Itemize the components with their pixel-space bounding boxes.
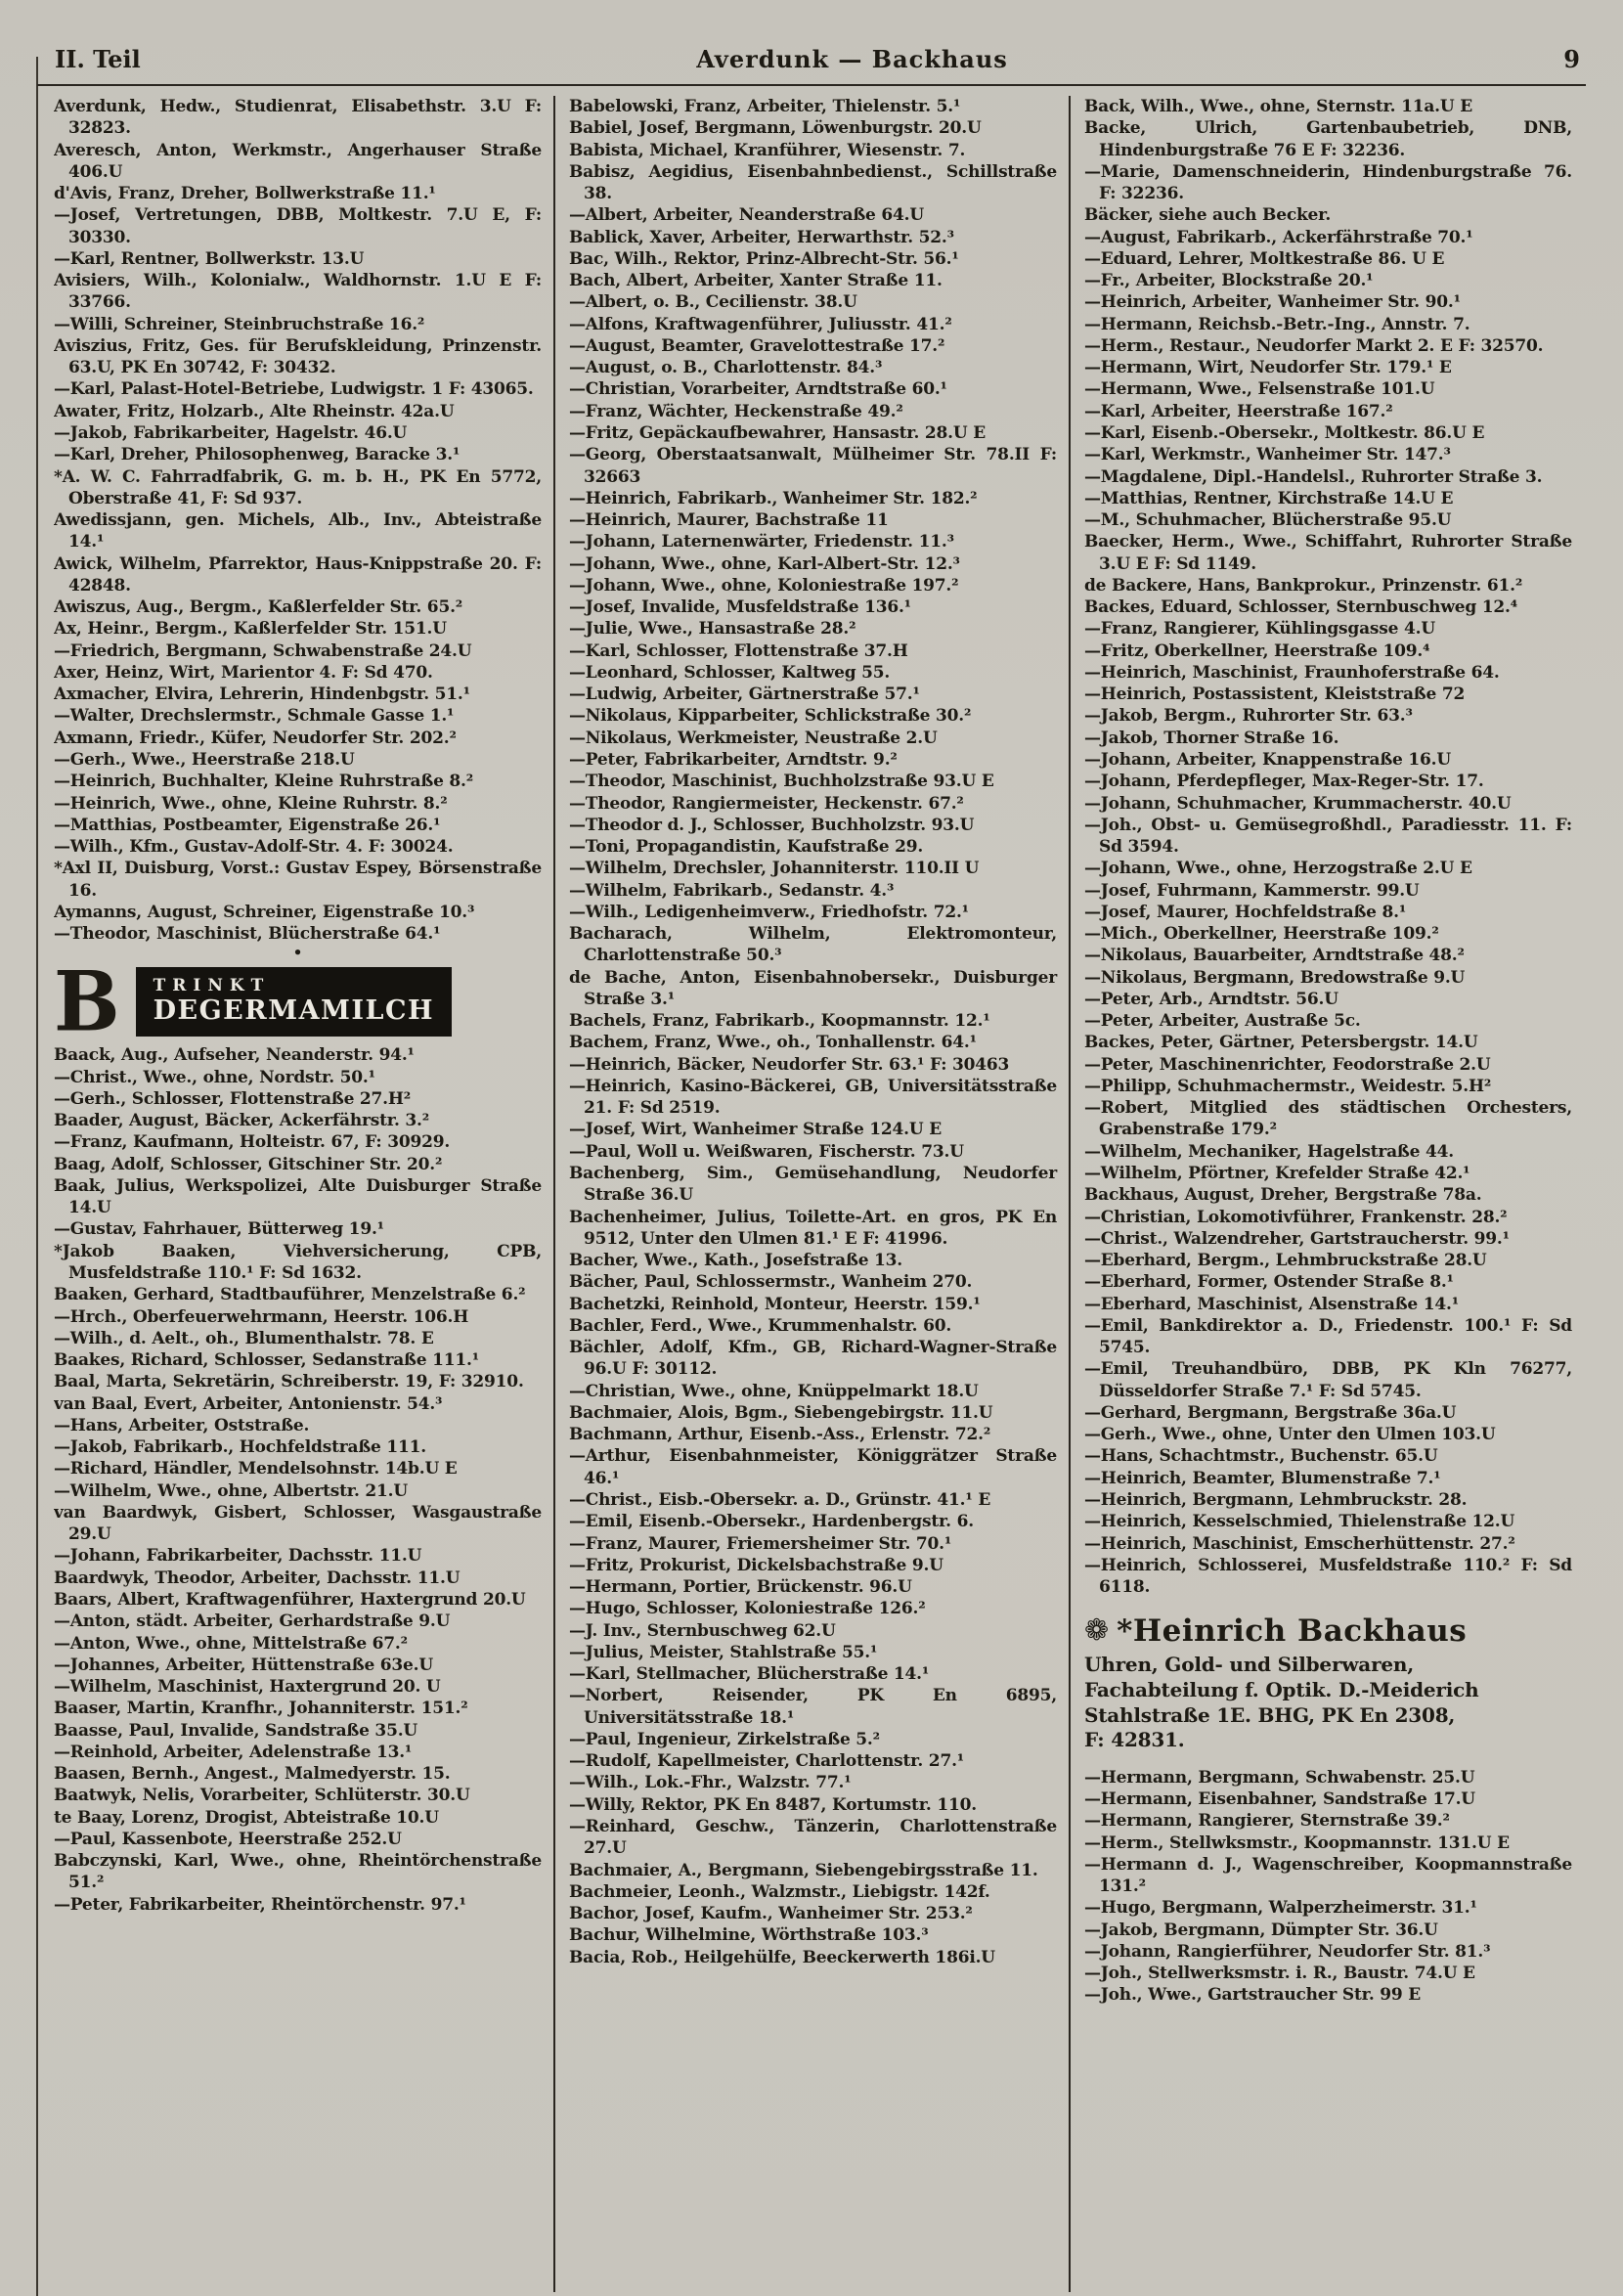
directory-entry: —Nikolaus, Bauarbeiter, Arndtstraße 48.² <box>1084 946 1465 966</box>
directory-entry: —Heinrich, Bergmann, Lehmbruckstr. 28. <box>1084 1490 1468 1510</box>
directory-entry: —Gerhard, Bergmann, Bergstraße 36a.U <box>1084 1402 1457 1423</box>
directory-entry: —Johann, Rangierführer, Neudorfer Str. 81.³ <box>1084 1941 1491 1962</box>
milk-advert-line1: TRINKT <box>153 975 271 995</box>
header-page-number: 9 <box>1563 45 1580 73</box>
directory-entry: —Mich., Oberkellner, Heerstraße 109.² <box>1084 924 1439 945</box>
backhaus-advert <box>1084 1613 1572 1752</box>
directory-entry: Baecker, Herm., Wwe., Schiffahrt, Ruhrorter Straße 3.U E F: Sd 1149. <box>1084 532 1572 574</box>
directory-entry: —Wilhelm, Wwe., ohne, Albertstr. 21.U <box>54 1480 408 1501</box>
directory-entry: —Hans, Schachtmstr., Buchenstr. 65.U <box>1084 1446 1438 1467</box>
directory-entry: Avisiers, Wilh., Kolonialw., Waldhornstr. 1.U E F: 33766. <box>54 271 542 313</box>
directory-entry: —Johann, Schuhmacher, Krummacherstr. 40.U <box>1084 793 1512 814</box>
backhaus-advert-line: Stahlstraße 1E. BHG, PK En 2308, <box>1084 1702 1456 1727</box>
directory-entry: —Anton, Wwe., ohne, Mittelstraße 67.² <box>54 1633 408 1654</box>
directory-entry: —Jakob, Thorner Straße 16. <box>1084 728 1339 748</box>
directory-entry: —Heinrich, Wwe., ohne, Kleine Ruhrstr. 8.² <box>54 793 448 814</box>
directory-entry: —Anton, städt. Arbeiter, Gerhardstraße 9.U <box>54 1612 451 1632</box>
directory-entry: —Paul, Woll u. Weißwaren, Fischerstr. 73.U <box>569 1141 964 1162</box>
directory-entry: —Josef, Fuhrmann, Kammerstr. 99.U <box>1084 880 1420 901</box>
directory-entry: —Leonhard, Schlosser, Kaltweg 55. <box>569 662 891 683</box>
directory-entry: Babisz, Aegidius, Eisenbahnbedienst., Schillstraße 38. <box>569 161 1057 204</box>
directory-entry: Baal, Marta, Sekretärin, Schreiberstr. 19, F: 32910. <box>54 1372 524 1392</box>
directory-entry: —Johann, Wwe., ohne, Karl-Albert-Str. 12.³ <box>569 553 960 574</box>
directory-entry: —Philipp, Schuhmachermstr., Weidestr. 5.H² <box>1084 1076 1492 1096</box>
directory-entry: Baaser, Martin, Kranfhr., Johanniterstr. 151.² <box>54 1699 468 1719</box>
directory-entry: —Heinrich, Buchhalter, Kleine Ruhrstraße 8.² <box>54 772 473 792</box>
directory-entry: —Richard, Händler, Mendelsohnstr. 14b.U E <box>54 1459 458 1479</box>
directory-entry: —Theodor, Maschinist, Blücherstraße 64.¹ <box>54 924 441 945</box>
directory-entry: —Nikolaus, Bergmann, Bredowstraße 9.U <box>1084 967 1466 988</box>
directory-entry: —Nikolaus, Kipparbeiter, Schlickstraße 30.² <box>569 706 972 727</box>
directory-entry: Backhaus, August, Dreher, Bergstraße 78a. <box>1084 1185 1482 1206</box>
directory-entry: Bacher, Wwe., Kath., Josefstraße 13. <box>569 1251 903 1271</box>
directory-entry: Bachetzki, Reinhold, Monteur, Heerstr. 159.¹ <box>569 1294 981 1314</box>
directory-entry: de Backere, Hans, Bankprokur., Prinzenstr. 61.² <box>1084 575 1523 596</box>
directory-entry: Bäcker, siehe auch Becker. <box>1084 205 1332 226</box>
directory-entry: —Karl, Arbeiter, Heerstraße 167.² <box>1084 401 1393 421</box>
directory-entry: —Joh., Stellwerksmstr. i. R., Baustr. 74.U E <box>1084 1964 1475 1984</box>
directory-entry: —Wilhelm, Drechsler, Johanniterstr. 110.II U <box>569 859 980 879</box>
directory-entry: —J. Inv., Sternbuschweg 62.U <box>569 1620 836 1641</box>
directory-entry: —Fr., Arbeiter, Blockstraße 20.¹ <box>1084 271 1374 291</box>
directory-entry: Baaken, Gerhard, Stadtbauführer, Menzelstraße 6.² <box>54 1285 526 1305</box>
directory-entry: —Johann, Wwe., ohne, Koloniestraße 197.² <box>569 575 959 596</box>
directory-entry: —Jakob, Fabrikarbeiter, Hagelstr. 46.U <box>54 422 408 443</box>
directory-entry: —Gustav, Fahrhauer, Bütterweg 19.¹ <box>54 1219 384 1240</box>
directory-entry: —Arthur, Eisenbahnmeister, Königgrätzer Straße 46.¹ <box>569 1446 1057 1488</box>
directory-entry: Bächler, Adolf, Kfm., GB, Richard-Wagner-Straße 96.U F: 30112. <box>569 1338 1057 1380</box>
directory-entry: —Rudolf, Kapellmeister, Charlottenstr. 27.¹ <box>569 1751 965 1772</box>
directory-entry: —Matthias, Postbeamter, Eigenstraße 26.¹ <box>54 815 441 835</box>
directory-entry: —Hans, Arbeiter, Oststraße. <box>54 1415 310 1435</box>
directory-entry: —Walter, Drechslermstr., Schmale Gasse 1.¹ <box>54 706 455 727</box>
directory-entry: —Jakob, Bergmann, Dümpter Str. 36.U <box>1084 1920 1438 1940</box>
directory-entry: —Joh., Obst- u. Gemüsegroßhdl., Paradiesstr. 11. F: Sd 3594. <box>1084 815 1572 858</box>
directory-entry: —M., Schuhmacher, Blücherstraße 95.U <box>1084 510 1452 531</box>
directory-entry: —Theodor, Maschinist, Buchholzstraße 93.U E <box>569 772 994 792</box>
directory-entry: —Marie, Damenschneiderin, Hindenburgstraße 76. F: 32236. <box>1084 161 1572 204</box>
directory-entry: —Heinrich, Maschinist, Fraunhoferstraße 64. <box>1084 662 1500 683</box>
directory-entry: —Karl, Rentner, Bollwerkstr. 13.U <box>54 248 365 269</box>
directory-entry: Baars, Albert, Kraftwagenführer, Haxtergrund 20.U <box>54 1590 526 1610</box>
directory-entry: Bachmeier, Leonh., Walzmstr., Liebigstr. 142f. <box>569 1881 990 1902</box>
page-header <box>55 45 1580 73</box>
directory-entry: —Reinhard, Geschw., Tänzerin, Charlottenstraße 27.U <box>569 1816 1057 1859</box>
directory-entry: Baatwyk, Nelis, Vorarbeiter, Schlüterstr. 30.U <box>54 1786 470 1806</box>
directory-entry: —Paul, Kassenbote, Heerstraße 252.U <box>54 1829 402 1849</box>
directory-entry: —Josef, Vertretungen, DBB, Moltkestr. 7.U E, F: 30330. <box>54 205 542 247</box>
directory-entry: —Emil, Bankdirektor a. D., Friedenstr. 100.¹ F: Sd 5745. <box>1084 1315 1572 1358</box>
directory-entry: —Gerh., Schlosser, Flottenstraße 27.H² <box>54 1088 411 1109</box>
directory-entry: Baasen, Bernh., Angest., Malmedyerstr. 15. <box>54 1764 451 1785</box>
directory-entry: *Axl II, Duisburg, Vorst.: Gustav Espey, Börsenstraße 16. <box>54 859 542 901</box>
directory-entry: —Peter, Arb., Arndtstr. 56.U <box>1084 989 1338 1009</box>
directory-entry: —Hermann, Reichsb.-Betr.-Ing., Annstr. 7. <box>1084 314 1470 334</box>
directory-entry: —Georg, Oberstaatsanwalt, Mülheimer Str. 78.II F: 32663 <box>569 445 1057 487</box>
directory-entry: te Baay, Lorenz, Drogist, Abteistraße 10.U <box>54 1807 439 1828</box>
directory-entry: —Christian, Wwe., ohne, Knüppelmarkt 18.U <box>569 1381 979 1401</box>
directory-entry: Backes, Peter, Gärtner, Petersbergstr. 14.U <box>1084 1033 1478 1053</box>
directory-entry: —Herm., Restaur., Neudorfer Markt 2. E F: 32570. <box>1084 335 1544 356</box>
directory-entry: —Hermann, Portier, Brückenstr. 96.U <box>569 1577 912 1598</box>
directory-entry: —Peter, Maschinenrichter, Feodorstraße 2.U <box>1084 1054 1491 1075</box>
directory-entry: Babiel, Josef, Bergmann, Löwenburgstr. 20.U <box>569 118 982 139</box>
backhaus-advert-title: *Heinrich Backhaus <box>1117 1613 1468 1650</box>
directory-entry: —Christ., Wwe., ohne, Nordstr. 50.¹ <box>54 1067 375 1087</box>
directory-entry: Aviszius, Fritz, Ges. für Berufskleidung, Prinzenstr. 63.U, PK En 30742, F: 30432. <box>54 335 542 378</box>
directory-entry: —Willy, Rektor, PK En 8487, Kortumstr. 110. <box>569 1794 977 1815</box>
directory-entry: —Norbert, Reisender, PK En 6895, Universitätsstraße 18.¹ <box>569 1686 1057 1728</box>
directory-entry: Baak, Julius, Werkspolizei, Alte Duisburger Straße 14.U <box>54 1175 542 1218</box>
directory-entry: —Gerh., Wwe., Heerstraße 218.U <box>54 749 355 770</box>
directory-entry: —Hermann d. J., Wagenschreiber, Koopmannstraße 131.² <box>1084 1854 1572 1897</box>
directory-entry: —Heinrich, Kasino-Bäckerei, GB, Universitätsstraße 21. F: Sd 2519. <box>569 1076 1057 1119</box>
directory-entry: —Magdalene, Dipl.-Handelsl., Ruhrorter Straße 3. <box>1084 466 1543 487</box>
directory-entry: —Karl, Schlosser, Flottenstraße 37.H <box>569 640 908 661</box>
directory-entry: de Bache, Anton, Eisenbahnobersekr., Duisburger Straße 3.¹ <box>569 967 1057 1009</box>
backhaus-advert-line: F: 42831. <box>1084 1728 1185 1752</box>
directory-entry: —Willi, Schreiner, Steinbruchstraße 16.² <box>54 314 425 334</box>
page-edge-line <box>36 57 38 2296</box>
directory-entry: —Peter, Fabrikarbeiter, Rheintörchenstr. 97.¹ <box>54 1894 466 1915</box>
directory-entry: Bachenberg, Sim., Gemüsehandlung, Neudorfer Straße 36.U <box>569 1164 1057 1206</box>
directory-entry: —Theodor, Rangiermeister, Heckenstr. 67.² <box>569 793 964 814</box>
milk-advert <box>138 969 450 1035</box>
directory-entry: —Eberhard, Former, Ostender Straße 8.¹ <box>1084 1272 1454 1293</box>
directory-entry: —Hugo, Schlosser, Koloniestraße 126.² <box>569 1599 926 1619</box>
directory-entry: —Jakob, Bergm., Ruhrorter Str. 63.³ <box>1084 706 1413 727</box>
directory-entry: Baag, Adolf, Schlosser, Gitschiner Str. 20.² <box>54 1154 443 1174</box>
directory-entry: Baack, Aug., Aufseher, Neanderstr. 94.¹ <box>54 1045 415 1066</box>
header-rule <box>37 84 1586 86</box>
directory-entry: —Wilhelm, Maschinist, Haxtergrund 20. U <box>54 1677 441 1698</box>
directory-entry: —Christ., Eisb.-Obersekr. a. D., Grünstr. 41.¹ E <box>569 1490 991 1510</box>
directory-entry: Babelowski, Franz, Arbeiter, Thielenstr. 5.¹ <box>569 97 961 116</box>
directory-entry: —Karl, Werkmstr., Wanheimer Str. 147.³ <box>1084 445 1451 465</box>
directory-entry: —Heinrich, Schlosserei, Musfeldstraße 110.² F: Sd 6118. <box>1084 1555 1572 1598</box>
directory-entry: —Karl, Eisenb.-Obersekr., Moltkestr. 86.U E <box>1084 422 1485 443</box>
directory-entry: Baader, August, Bäcker, Ackerfährstr. 3.² <box>54 1111 429 1131</box>
directory-entry: —Heinrich, Maurer, Bachstraße 11 <box>569 510 889 531</box>
directory-entry: van Baal, Evert, Arbeiter, Antonienstr. 54.³ <box>54 1393 443 1414</box>
directory-entry: —Johann, Arbeiter, Knappenstraße 16.U <box>1084 749 1451 770</box>
directory-entry: —Emil, Eisenb.-Obersekr., Hardenbergstr. 6. <box>569 1512 974 1532</box>
directory-entry: —Hrch., Oberfeuerwehrmann, Heerstr. 106.H <box>54 1306 469 1327</box>
section-b-header <box>54 953 542 1050</box>
directory-entry: —Johann, Wwe., ohne, Herzogstraße 2.U E <box>1084 859 1472 879</box>
directory-entry: —Gerh., Wwe., ohne, Unter den Ulmen 103.U <box>1084 1425 1496 1445</box>
directory-entry: —Johannes, Arbeiter, Hüttenstraße 63e.U <box>54 1655 433 1675</box>
directory-entry: —Wilhelm, Fabrikarb., Sedanstr. 4.³ <box>569 880 895 901</box>
directory-entry: Babista, Michael, Kranführer, Wiesenstr. 7. <box>569 140 966 160</box>
directory-entry: —Matthias, Rentner, Kirchstraße 14.U E <box>1084 488 1454 508</box>
directory-entry: *A. W. C. Fahrradfabrik, G. m. b. H., PK En 5772, Oberstraße 41, F: Sd 937. <box>54 466 542 508</box>
directory-entry: —Julie, Wwe., Hansastraße 28.² <box>569 619 856 640</box>
directory-entry: —Johann, Pferdepfleger, Max-Reger-Str. 17. <box>1084 772 1484 792</box>
directory-entry: Baasse, Paul, Invalide, Sandstraße 35.U <box>54 1720 418 1741</box>
directory-entry: —Nikolaus, Werkmeister, Neustraße 2.U <box>569 728 938 748</box>
directory-entry: d'Avis, Franz, Dreher, Bollwerkstraße 11.¹ <box>54 184 436 204</box>
directory-entry: —Fritz, Gepäckaufbewahrer, Hansastr. 28.U E <box>569 422 986 443</box>
directory-entry: Awedissjann, gen. Michels, Alb., Inv., Abteistraße 14.¹ <box>54 510 542 552</box>
directory-entry: —August, Beamter, Gravelottestraße 17.² <box>569 335 945 356</box>
directory-entry: —Christian, Vorarbeiter, Arndtstraße 60.¹ <box>569 379 947 400</box>
directory-entry: —Emil, Treuhandbüro, DBB, PK Kln 76277, Düsseldorfer Straße 7.¹ F: Sd 5745. <box>1084 1359 1572 1401</box>
directory-entry: Bach, Albert, Arbeiter, Xanter Straße 11. <box>569 271 943 291</box>
directory-entry: —Heinrich, Fabrikarb., Wanheimer Str. 182.² <box>569 488 978 508</box>
directory-entry: —Heinrich, Arbeiter, Wanheimer Str. 90.¹ <box>1084 292 1461 313</box>
directory-entry: Axmacher, Elvira, Lehrerin, Hindenbgstr. 51.¹ <box>54 684 470 705</box>
directory-entry: —August, o. B., Charlottenstr. 84.³ <box>569 358 883 378</box>
ornament-icon: ❁ <box>1084 1613 1110 1649</box>
directory-entry: —Wilhelm, Pförtner, Krefelder Straße 42.¹ <box>1084 1164 1470 1184</box>
directory-entry: *Jakob Baaken, Viehversicherung, CPB, Musfeldstraße 110.¹ F: Sd 1632. <box>54 1241 542 1284</box>
directory-entry: —Jakob, Fabrikarb., Hochfeldstraße 111. <box>54 1437 426 1458</box>
directory-entry: —Alfons, Kraftwagenführer, Juliusstr. 41.² <box>569 314 952 334</box>
directory-entry: —Ludwig, Arbeiter, Gärtnerstraße 57.¹ <box>569 684 920 705</box>
directory-entry: —Wilh., Ledigenheimverw., Friedhofstr. 72.¹ <box>569 902 969 922</box>
directory-entry: —Franz, Wächter, Heckenstraße 49.² <box>569 401 903 421</box>
directory-entry: —Theodor d. J., Schlosser, Buchholzstr. 93.U <box>569 815 975 835</box>
directory-entry: —Josef, Maurer, Hochfeldstraße 8.¹ <box>1084 902 1407 922</box>
directory-entry: —Toni, Propagandistin, Kaufstraße 29. <box>569 837 924 858</box>
directory-entry: Bachler, Ferd., Wwe., Krummenhalstr. 60. <box>569 1315 952 1336</box>
directory-entry: —Hermann, Bergmann, Schwabenstr. 25.U <box>1084 1767 1475 1788</box>
directory-entry: —Christ., Walzendreher, Gartstraucherstr. 99.¹ <box>1084 1228 1510 1249</box>
directory-entry: Babczynski, Karl, Wwe., ohne, Rheintörchenstraße 51.² <box>54 1851 542 1893</box>
directory-entry: van Baardwyk, Gisbert, Schlosser, Wasgaustraße 29.U <box>54 1502 542 1545</box>
directory-entry: —Christian, Lokomotivführer, Frankenstr. 28.² <box>1084 1207 1508 1227</box>
directory-entry: —Fritz, Oberkellner, Heerstraße 109.⁴ <box>1084 640 1430 661</box>
directory-entry: —Eduard, Lehrer, Moltkestraße 86. U E <box>1084 248 1445 269</box>
directory-entry: —Hermann, Wirt, Neudorfer Str. 179.¹ E <box>1084 358 1452 378</box>
directory-entry: —Wilh., d. Aelt., oh., Blumenthalstr. 78. E <box>54 1328 434 1348</box>
directory-columns <box>54 96 1584 2292</box>
section-letter: B <box>54 953 120 1050</box>
directory-entry: —Wilhelm, Mechaniker, Hagelstraße 44. <box>1084 1141 1454 1162</box>
directory-entry: Awick, Wilhelm, Pfarrektor, Haus-Knippstraße 20. F: 42848. <box>54 553 542 596</box>
directory-entry: Bacharach, Wilhelm, Elektromonteur, Charlottenstraße 50.³ <box>569 924 1057 966</box>
directory-entry: —Karl, Dreher, Philosophenweg, Baracke 3.¹ <box>54 445 461 465</box>
backhaus-advert-line: Fachabteilung f. Optik. D.-Meiderich <box>1084 1677 1479 1701</box>
directory-entry: —Franz, Rangierer, Kühlingsgasse 4.U <box>1084 619 1435 640</box>
directory-entry: —Robert, Mitglied des städtischen Orchesters, Grabenstraße 179.² <box>1084 1098 1572 1140</box>
directory-entry: Bablick, Xaver, Arbeiter, Herwarthstr. 52.³ <box>569 227 954 247</box>
directory-column-1 <box>54 96 553 2292</box>
header-name-range: Averdunk — Backhaus <box>696 45 1008 73</box>
directory-entry: —Wilh., Lok.-Fhr., Walzstr. 77.¹ <box>569 1773 852 1793</box>
directory-entry: Bachor, Josef, Kaufm., Wanheimer Str. 253.² <box>569 1904 973 1924</box>
directory-entry: —Heinrich, Bäcker, Neudorfer Str. 63.¹ F: 30463 <box>569 1054 1010 1075</box>
directory-entry: Bachenheimer, Julius, Toilette-Art. en gros, PK En 9512, Unter den Ulmen 81.¹ E F: 41996. <box>569 1207 1057 1249</box>
directory-entry: Axer, Heinz, Wirt, Marientor 4. F: Sd 470. <box>54 662 433 683</box>
directory-entry: —Eberhard, Maschinist, Alsenstraße 14.¹ <box>1084 1294 1459 1314</box>
directory-entry: —Heinrich, Postassistent, Kleiststraße 72 <box>1084 684 1466 705</box>
directory-entry: —Julius, Meister, Stahlstraße 55.¹ <box>569 1642 878 1662</box>
directory-entry: —Friedrich, Bergmann, Schwabenstraße 24.U <box>54 640 472 661</box>
directory-entry: —Johann, Laternenwärter, Friedenstr. 11.³ <box>569 532 954 552</box>
directory-entry: Bächer, Paul, Schlossermstr., Wanheim 270. <box>569 1272 973 1293</box>
directory-entry: Averesch, Anton, Werkmstr., Angerhauser Straße 406.U <box>54 140 542 182</box>
directory-entry: —Franz, Kaufmann, Holteistr. 67, F: 30929. <box>54 1132 451 1153</box>
directory-entry: —Hermann, Rangierer, Sternstraße 39.² <box>1084 1811 1450 1832</box>
directory-entry: Bachmaier, A., Bergmann, Siebengebirgsstraße 11. <box>569 1860 1038 1880</box>
backhaus-advert-line: Uhren, Gold- und Silberwaren, <box>1084 1653 1415 1677</box>
directory-entry: Aymanns, August, Schreiner, Eigenstraße 10.³ <box>54 902 475 922</box>
directory-entry: Bachur, Wilhelmine, Wörthstraße 103.³ <box>569 1925 929 1946</box>
directory-entry: Bachmann, Arthur, Eisenb.-Ass., Erlenstr. 72.² <box>569 1425 991 1445</box>
directory-entry: Awiszus, Aug., Bergm., Kaßlerfelder Str. 65.² <box>54 597 463 618</box>
directory-entry: —Franz, Maurer, Friemersheimer Str. 70.¹ <box>569 1533 952 1554</box>
header-part-label: II. Teil <box>55 45 141 73</box>
directory-entry: Awater, Fritz, Holzarb., Alte Rheinstr. 42a.U <box>54 401 455 421</box>
directory-entry: —Peter, Fabrikarbeiter, Arndtstr. 9.² <box>569 749 898 770</box>
directory-entry: Bac, Wilh., Rektor, Prinz-Albrecht-Str. 56.¹ <box>569 248 959 269</box>
directory-entry: —Wilh., Kfm., Gustav-Adolf-Str. 4. F: 30024. <box>54 837 454 858</box>
directory-entry: —Karl, Palast-Hotel-Betriebe, Ludwigstr. 1 F: 43065. <box>54 379 534 400</box>
directory-entry: —Karl, Stellmacher, Blücherstraße 14.¹ <box>569 1664 930 1685</box>
directory-entry: —Josef, Invalide, Musfeldstraße 136.¹ <box>569 597 911 618</box>
directory-entry: —Hugo, Bergmann, Walperzheimerstr. 31.¹ <box>1084 1898 1477 1919</box>
directory-entry: —Heinrich, Maschinist, Emscherhüttenstr. 27.² <box>1084 1533 1515 1554</box>
directory-entry: Bachels, Franz, Fabrikarb., Koopmannstr. 12.¹ <box>569 1011 990 1032</box>
section-separator-dot: • <box>292 944 303 962</box>
directory-entry: —Reinhold, Arbeiter, Adelenstraße 13.¹ <box>54 1742 413 1762</box>
directory-entry: —Fritz, Prokurist, Dickelsbachstraße 9.U <box>569 1555 943 1575</box>
directory-column-3 <box>1069 96 1584 2292</box>
directory-entry: Baardwyk, Theodor, Arbeiter, Dachsstr. 11.U <box>54 1567 461 1588</box>
directory-entry: —Albert, o. B., Cecilienstr. 38.U <box>569 292 857 313</box>
directory-entry: Ax, Heinr., Bergm., Kaßlerfelder Str. 151.U <box>54 619 447 640</box>
directory-entry: —Eberhard, Bergm., Lehmbruckstraße 28.U <box>1084 1251 1487 1271</box>
directory-entry: Averdunk, Hedw., Studienrat, Elisabethstr. 3.U F: 32823. <box>54 97 542 139</box>
directory-entry: Bachmaier, Alois, Bgm., Siebengebirgstr. 11.U <box>569 1402 993 1423</box>
directory-entry: —August, Fabrikarb., Ackerfährstraße 70.¹ <box>1084 227 1473 247</box>
directory-entry: —Paul, Ingenieur, Zirkelstraße 5.² <box>569 1729 880 1749</box>
directory-entry: Bachem, Franz, Wwe., oh., Tonhallenstr. 64.¹ <box>569 1033 977 1053</box>
directory-entry: —Joh., Wwe., Gartstraucher Str. 99 E <box>1084 1985 1421 2006</box>
directory-entry: Back, Wilh., Wwe., ohne, Sternstr. 11a.U E <box>1084 97 1472 116</box>
directory-entry: —Josef, Wirt, Wanheimer Straße 124.U E <box>569 1120 943 1140</box>
directory-entry: Backe, Ulrich, Gartenbaubetrieb, DNB, Hindenburgstraße 76 E F: 32236. <box>1084 118 1572 160</box>
backhaus-advert-title-row <box>1084 1613 1572 1649</box>
directory-entry: —Johann, Fabrikarbeiter, Dachsstr. 11.U <box>54 1546 422 1567</box>
directory-entry: —Herm., Stellwksmstr., Koopmannstr. 131.U E <box>1084 1832 1510 1853</box>
directory-entry: —Peter, Arbeiter, Austraße 5c. <box>1084 1011 1361 1032</box>
directory-entry: Backes, Eduard, Schlosser, Sternbuschweg 12.⁴ <box>1084 597 1518 618</box>
directory-entry: Axmann, Friedr., Küfer, Neudorfer Str. 202.² <box>54 728 457 748</box>
directory-entry: —Heinrich, Beamter, Blumenstraße 7.¹ <box>1084 1468 1441 1488</box>
directory-column-2 <box>553 96 1069 2292</box>
directory-entry: Baakes, Richard, Schlosser, Sedanstraße 111.¹ <box>54 1350 479 1371</box>
directory-entry: —Heinrich, Kesselschmied, Thielenstraße 12.U <box>1084 1512 1515 1532</box>
directory-entry: Bacia, Rob., Heilgehülfe, Beeckerwerth 186i.U <box>569 1947 995 1967</box>
directory-entry: —Hermann, Eisenbahner, Sandstraße 17.U <box>1084 1788 1475 1809</box>
directory-entry: —Hermann, Wwe., Felsenstraße 101.U <box>1084 379 1435 400</box>
directory-entry: —Albert, Arbeiter, Neanderstraße 64.U <box>569 205 924 226</box>
milk-advert-line2: DEGERMAMILCH <box>153 994 435 1026</box>
